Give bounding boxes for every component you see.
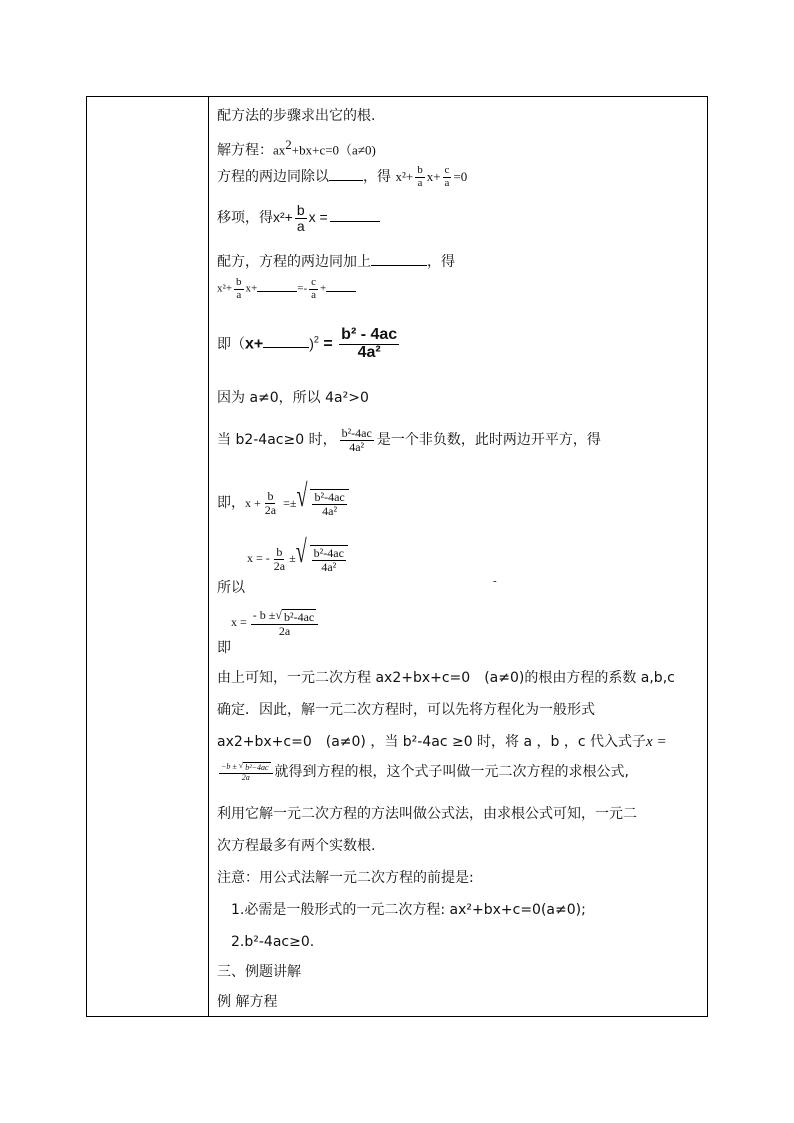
radical-sign: √ [295,534,307,571]
numerator: b²-4ac [314,490,345,504]
math: ± [289,550,296,565]
math: = [280,496,290,511]
denominator: 4a² [322,503,338,518]
radical-sign: √ [296,478,308,515]
text-line-11-formula [247,534,350,574]
lesson-content-cell [217,97,701,1016]
fraction-discriminant-over-4a2 [339,327,399,362]
denominator: a [236,288,242,301]
fraction-b-over-a [415,165,425,189]
radicand: b²-4ac [283,610,315,624]
math: + [225,282,233,295]
square-root [295,534,350,574]
text-line-6 [217,277,356,301]
radicand: b²−4ac [245,763,269,773]
example-heading: 例 解方程 [217,994,278,1010]
column-divider [208,97,209,1016]
eq-exponent: 2 [285,137,292,152]
quadratic-formula-small [219,762,273,782]
math: + [284,209,293,226]
text-line-18: 次方程最多有两个实数根. [217,838,376,854]
math: x² [217,282,226,295]
radical-sign: √ [238,761,244,771]
text-line-3 [217,165,467,189]
text-line-19: 注意：用公式法解一元二次方程的前提是: [217,870,474,886]
math: + [251,282,258,295]
numerator: b [267,489,274,503]
text-line-12-formula [231,609,320,637]
fraction-under-root [310,545,348,573]
text: 移项，得 [217,210,273,227]
denominator: a [417,176,423,189]
denominator: 4a² [321,559,337,574]
math: = [318,335,338,353]
eq-part: ax [273,142,286,158]
text: 即， [217,495,245,512]
text: 是一个非负数，此时两边开平方，得 [376,432,601,449]
math: x+ [245,335,264,353]
text: 即（ [217,336,245,353]
text-line-21: 2.b²-4ac≥0. [231,934,315,950]
denominator: a [311,288,317,301]
text-line-4 [217,203,380,233]
fill-blank [257,290,297,292]
text-line-1: 配方法的步骤求出它的根. [217,108,376,124]
fraction-b-over-2a [272,546,287,572]
text: 当 b2-4ac≥0 时， [217,432,337,449]
denominator: 4a² [349,439,365,454]
text-line-11-label: 所以 [217,580,245,596]
fill-blank [326,290,356,292]
text-line-10 [217,478,351,518]
stray-mark: - [493,575,497,587]
math: + [433,169,441,185]
math: −b ± [221,762,239,772]
math: x [308,209,316,226]
square-root [239,762,271,772]
section-heading: 三、例题讲解 [217,964,301,980]
numerator: b²-4ac [313,546,344,560]
math: x² [395,169,406,185]
math: = [315,209,328,226]
text: 方程的两边同除以 [217,169,329,186]
math: - b ± [252,608,276,623]
text: ，得 [363,169,396,186]
eq-part: +bx+c=0（a≠0) [291,142,376,158]
math: x [426,169,434,185]
fill-blank [330,220,380,222]
fraction-b-over-a [234,277,244,301]
fill-blank [263,346,309,348]
fraction-b-over-2a [263,490,278,516]
radical-sign: √ [275,608,282,622]
text-line-8: 因为 a≠0，所以 4a²>0 [217,390,369,406]
fill-blank [329,179,363,181]
numerator [251,609,318,625]
denominator: a [444,176,450,189]
quadratic-formula-fraction [251,609,318,637]
text-line-17: 利用它解一元二次方程的方法叫做公式法，由求根公式可知，一元二 [217,806,637,822]
square-root [296,478,350,518]
denominator: a [296,217,305,234]
math: x = [646,734,667,750]
math: x = - [247,550,270,565]
numerator: b [236,276,242,288]
text: 配方，方程的两边同加上 [217,254,371,270]
text-line-5 [217,251,455,271]
text-line-16 [217,761,629,782]
fraction-under-root [310,489,348,517]
numerator: b [276,545,283,559]
math: =0 [453,169,468,185]
fraction-b-over-a [295,203,307,233]
denominator: 2a [273,558,286,573]
denominator: 4a² [357,343,381,361]
math: =- [297,282,308,295]
text: 就得到方程的根，这个式子叫做一元二次方程的求根公式, [274,764,629,780]
text-line-15 [217,727,701,758]
math: ± [289,496,297,511]
numerator [219,762,273,773]
math: + [320,282,327,295]
square-root [275,609,316,624]
denominator: 2a [241,772,250,782]
text-line-9 [217,427,601,453]
fraction-c-over-a [443,165,452,189]
math: ) [309,335,314,352]
denominator: 2a [278,623,291,638]
math: + [405,169,414,185]
numerator: b² - 4ac [341,326,398,343]
math: x [245,282,252,295]
numerator: b²-4ac [341,426,372,440]
numerator: b [296,202,305,218]
lesson-table [86,96,708,1017]
fraction-c-over-a [309,277,318,301]
math: 2 [313,334,319,345]
math: x = [231,614,247,629]
numerator: b [417,164,423,176]
numerator: c [311,276,317,288]
denominator: 2a [264,502,277,517]
fill-blank [371,264,427,266]
fraction-discriminant-over-4a2 [340,427,374,453]
text-line-2 [217,137,376,160]
text: ax2+bx+c=0 (a≠0) ，当 b²-4ac ≥0 时，将 a ，b ，c 代入式子 [217,734,647,750]
text-line-12-label: 即 [217,640,231,656]
text: ，得 [427,254,455,270]
text-line-14: 确定．因此，解一元二次方程时，可以先将方程化为一般形式 [217,702,595,718]
text-line-13: 由上可知，一元二次方程 ax2+bx+c=0 (a≠0)的根由方程的系数 a,b,c [217,670,675,686]
math: x² [273,209,285,226]
numerator: c [444,164,450,176]
text-line-20: 1.必需是一般形式的一元二次方程: ax²+bx+c=0(a≠0); [231,902,586,918]
math: x + [245,496,261,511]
text-line-7 [217,327,401,362]
label-solve: 解方程： [217,142,273,159]
